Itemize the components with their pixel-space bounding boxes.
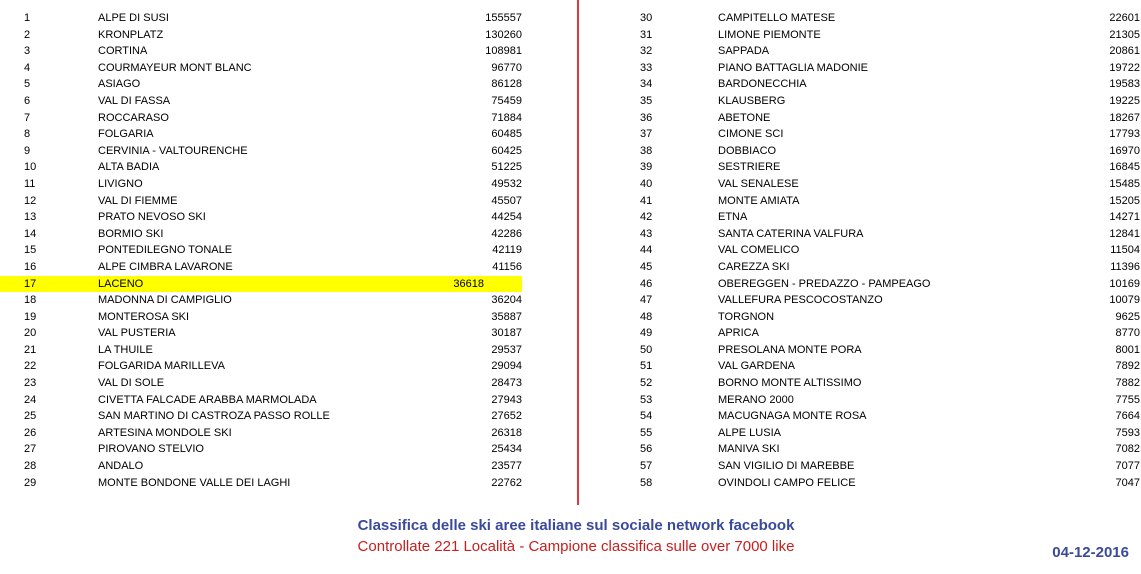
- resort-name-cell: CAMPITELLO MATESE: [718, 12, 836, 24]
- likes-cell: 11396: [1110, 260, 1140, 273]
- resort-name-cell: SAN MARTINO DI CASTROZA PASSO ROLLE: [98, 410, 330, 423]
- rank-cell: 46: [640, 277, 653, 290]
- ranking-row: [0, 458, 560, 475]
- resort-name-cell: MONTE BONDONE VALLE DEI LAGHI: [98, 476, 291, 489]
- resort-name-cell: DOBBIACO: [718, 144, 777, 157]
- rank-cell: 43: [640, 227, 653, 240]
- resort-name-cell: MONTE AMIATA: [718, 194, 800, 207]
- rank-cell: 41: [640, 194, 653, 207]
- resort-name-cell: ASIAGO: [98, 78, 141, 91]
- rank-cell: 32: [640, 45, 653, 58]
- likes-cell: 7082: [1115, 443, 1140, 456]
- rank-cell: 45: [640, 260, 653, 273]
- rank-cell: 49: [640, 327, 653, 340]
- resort-name-cell: SAPPADA: [718, 45, 770, 58]
- rank-cell: 48: [640, 310, 653, 323]
- resort-name-cell: OVINDOLI CAMPO FELICE: [718, 476, 856, 489]
- ranking-column-right: [620, 10, 1141, 491]
- rank-cell: 10: [24, 161, 37, 174]
- resort-name-cell: MADONNA DI CAMPIGLIO: [98, 294, 232, 307]
- ranking-row: [620, 441, 1141, 458]
- resort-name-cell: PRESOLANA MONTE PORA: [718, 343, 862, 356]
- rank-cell: 40: [640, 177, 653, 190]
- ranking-row: [0, 193, 560, 210]
- rank-cell: 33: [640, 61, 653, 74]
- likes-cell: 8001: [1115, 343, 1140, 356]
- likes-cell: 29537: [491, 343, 522, 356]
- likes-cell: 15205: [1109, 194, 1140, 207]
- rank-cell: 19: [24, 310, 37, 323]
- resort-name-cell: VAL GARDENA: [718, 360, 796, 373]
- likes-cell: 23577: [491, 460, 522, 473]
- ranking-row: [620, 93, 1141, 110]
- rank-cell: 21: [24, 343, 37, 356]
- resort-name-cell: ANDALO: [98, 460, 144, 473]
- likes-cell: 7593: [1115, 426, 1140, 439]
- column-divider: [577, 0, 579, 505]
- rank-cell: 54: [640, 410, 653, 423]
- rank-cell: 18: [24, 294, 37, 307]
- ranking-row: [620, 309, 1141, 326]
- likes-cell: 130260: [485, 28, 522, 41]
- likes-cell: 15485: [1109, 177, 1140, 190]
- likes-cell: 28473: [491, 377, 522, 390]
- resort-name-cell: BORMIO SKI: [98, 227, 164, 240]
- likes-cell: 17793: [1109, 128, 1140, 141]
- likes-cell: 10079: [1109, 294, 1140, 307]
- rank-cell: 38: [640, 144, 653, 157]
- ranking-row: [620, 126, 1141, 143]
- rank-cell: 8: [24, 128, 31, 141]
- likes-cell: 86128: [491, 78, 522, 91]
- resort-name-cell: FOLGARIDA MARILLEVA: [98, 360, 225, 373]
- resort-name-cell: MACUGNAGA MONTE ROSA: [718, 410, 867, 423]
- rank-cell: 31: [640, 28, 653, 41]
- ranking-row: [0, 226, 560, 243]
- rank-cell: 35: [640, 94, 653, 107]
- rank-cell: 7: [24, 111, 31, 124]
- resort-name-cell: COURMAYEUR MONT BLANC: [98, 61, 252, 74]
- ranking-row: [0, 441, 560, 458]
- rank-cell: 23: [24, 377, 37, 390]
- resort-name-cell: ABETONE: [718, 111, 771, 124]
- likes-cell: 22762: [491, 476, 522, 489]
- resort-name-cell: PIANO BATTAGLIA MADONIE: [718, 61, 868, 74]
- rank-cell: 4: [24, 61, 31, 74]
- resort-name-cell: MANIVA SKI: [718, 443, 780, 456]
- resort-name-cell: BORNO MONTE ALTISSIMO: [718, 377, 862, 390]
- likes-cell: 36204: [491, 294, 522, 307]
- likes-cell: 26318: [491, 426, 522, 439]
- rank-cell: 24: [24, 393, 37, 406]
- resort-name-cell: LIMONE PIEMONTE: [718, 28, 821, 41]
- ranking-row: [620, 292, 1141, 309]
- caption-subtitle: Controllate 221 Località - Campione classifica sulle over 7000 like: [357, 538, 795, 555]
- rank-cell: 50: [640, 343, 653, 356]
- resort-name-cell: LACENO: [98, 277, 144, 290]
- likes-cell: 19722: [1109, 61, 1140, 74]
- ranking-row: [0, 392, 560, 409]
- ranking-row: [0, 342, 560, 359]
- likes-cell: 29094: [491, 360, 522, 373]
- likes-cell: 49532: [491, 177, 522, 190]
- likes-cell: 20861: [1109, 45, 1140, 58]
- rank-cell: 17: [24, 277, 37, 290]
- resort-name-cell: LA THUILE: [98, 343, 153, 356]
- ranking-row: [620, 475, 1141, 492]
- resort-name-cell: CIVETTA FALCADE ARABBA MARMOLADA: [98, 393, 317, 406]
- ranking-row: [620, 43, 1141, 60]
- resort-name-cell: TORGNON: [718, 310, 775, 323]
- rank-cell: 53: [640, 393, 653, 406]
- likes-cell: 9625: [1115, 310, 1140, 323]
- likes-cell: 19225: [1109, 94, 1140, 107]
- ranking-row: [0, 209, 560, 226]
- ranking-row: [0, 27, 560, 44]
- resort-name-cell: KRONPLATZ: [98, 28, 164, 41]
- ranking-row: [620, 358, 1141, 375]
- likes-cell: 22601: [1109, 12, 1140, 24]
- resort-name-cell: ALTA BADIA: [98, 161, 160, 174]
- rank-cell: 14: [24, 227, 37, 240]
- rank-cell: 27: [24, 443, 37, 456]
- rank-cell: 2: [24, 28, 31, 41]
- rank-cell: 13: [24, 211, 37, 224]
- likes-cell: 7755: [1115, 393, 1140, 406]
- rank-cell: 25: [24, 410, 37, 423]
- likes-cell: 25434: [491, 443, 522, 456]
- likes-cell: 51225: [491, 161, 522, 174]
- ranking-row: [0, 43, 560, 60]
- resort-name-cell: PONTEDILEGNO TONALE: [98, 244, 233, 257]
- resort-name-cell: VAL DI FIEMME: [98, 194, 178, 207]
- ranking-row: [0, 325, 560, 342]
- likes-cell: 27943: [491, 393, 522, 406]
- resort-name-cell: MERANO 2000: [718, 393, 794, 406]
- likes-cell: 75459: [491, 94, 522, 107]
- ranking-row: [620, 276, 1141, 293]
- ranking-row: [620, 209, 1141, 226]
- likes-cell: 71884: [491, 111, 522, 124]
- ranking-row: [0, 110, 560, 127]
- likes-cell: 42286: [491, 227, 522, 240]
- ranking-row: [620, 425, 1141, 442]
- rank-cell: 5: [24, 78, 31, 91]
- rank-cell: 52: [640, 377, 653, 390]
- resort-name-cell: VAL DI SOLE: [98, 377, 165, 390]
- ranking-row: [620, 193, 1141, 210]
- likes-cell: 16970: [1109, 144, 1140, 157]
- resort-name-cell: LIVIGNO: [98, 177, 143, 190]
- rank-cell: 28: [24, 460, 37, 473]
- resort-name-cell: CERVINIA - VALTOURENCHE: [98, 144, 248, 157]
- resort-name-cell: CORTINA: [98, 45, 148, 58]
- resort-name-cell: SESTRIERE: [718, 161, 781, 174]
- rank-cell: 55: [640, 426, 653, 439]
- likes-cell: 41156: [492, 260, 522, 273]
- likes-cell: 19583: [1109, 78, 1140, 91]
- ranking-row: [0, 76, 560, 93]
- rank-cell: 12: [24, 194, 37, 207]
- resort-name-cell: FOLGARIA: [98, 128, 154, 141]
- likes-cell: 60425: [491, 144, 522, 157]
- likes-cell: 42119: [492, 244, 522, 257]
- rank-cell: 58: [640, 476, 653, 489]
- likes-cell: 96770: [491, 61, 522, 74]
- resort-name-cell: PRATO NEVOSO SKI: [98, 211, 206, 224]
- resort-name-cell: OBEREGGEN - PREDAZZO - PAMPEAGO: [718, 277, 931, 290]
- ranking-row: [620, 76, 1141, 93]
- rank-cell: 6: [24, 94, 31, 107]
- resort-name-cell: PIROVANO STELVIO: [98, 443, 204, 456]
- rank-cell: 39: [640, 161, 653, 174]
- ranking-row: [0, 10, 560, 27]
- likes-cell: 7892: [1115, 360, 1140, 373]
- ranking-row: [620, 10, 1141, 27]
- likes-cell: 36618: [453, 277, 484, 290]
- caption-title: Classifica delle ski aree italiane sul sociale network facebook: [357, 517, 795, 534]
- resort-name-cell: APRICA: [718, 327, 759, 340]
- resort-name-cell: ROCCARASO: [98, 111, 169, 124]
- ranking-row: [0, 425, 560, 442]
- rank-cell: 22: [24, 360, 37, 373]
- rank-cell: 56: [640, 443, 653, 456]
- ranking-row: [0, 309, 560, 326]
- likes-cell: 155557: [485, 12, 522, 24]
- likes-cell: 7664: [1115, 410, 1140, 423]
- likes-cell: 45507: [491, 194, 522, 207]
- ranking-row: [0, 242, 560, 259]
- ranking-row: [620, 458, 1141, 475]
- ranking-row: [620, 159, 1141, 176]
- ranking-row: [0, 475, 560, 492]
- ranking-row: [620, 392, 1141, 409]
- likes-cell: 16845: [1109, 161, 1140, 174]
- ranking-row: [620, 342, 1141, 359]
- likes-cell: 108981: [485, 45, 522, 58]
- ranking-column-left: [0, 10, 560, 491]
- rank-cell: 16: [24, 260, 37, 273]
- resort-name-cell: ALPE CIMBRA LAVARONE: [98, 260, 233, 273]
- ranking-row: [0, 259, 560, 276]
- resort-name-cell: KLAUSBERG: [718, 94, 786, 107]
- rank-cell: 29: [24, 476, 37, 489]
- rank-cell: 34: [640, 78, 653, 91]
- resort-name-cell: SAN VIGILIO DI MAREBBE: [718, 460, 855, 473]
- rank-cell: 15: [24, 244, 37, 257]
- rank-cell: 36: [640, 111, 653, 124]
- ranking-row: [0, 143, 560, 160]
- rank-cell: 37: [640, 128, 653, 141]
- likes-cell: 7882: [1115, 377, 1140, 390]
- ranking-row: [0, 93, 560, 110]
- likes-cell: 35887: [491, 310, 522, 323]
- rank-cell: 9: [24, 144, 31, 157]
- ranking-row: [0, 60, 560, 77]
- rank-cell: 47: [640, 294, 653, 307]
- rank-cell: 11: [24, 177, 36, 190]
- ranking-row: [620, 143, 1141, 160]
- likes-cell: 44254: [491, 211, 522, 224]
- likes-cell: 21305: [1109, 28, 1140, 41]
- resort-name-cell: ALPE LUSIA: [718, 426, 781, 439]
- likes-cell: 12841: [1109, 227, 1140, 240]
- resort-name-cell: MONTEROSA SKI: [98, 310, 190, 323]
- ranking-row: [620, 110, 1141, 127]
- ranking-row: [620, 27, 1141, 44]
- ranking-row: [620, 226, 1141, 243]
- likes-cell: 30187: [491, 327, 522, 340]
- rank-cell: 1: [24, 12, 31, 24]
- ranking-row-highlighted: [0, 276, 522, 293]
- likes-cell: 7077: [1115, 460, 1140, 473]
- resort-name-cell: CAREZZA SKI: [718, 260, 790, 273]
- resort-name-cell: CIMONE SCI: [718, 128, 784, 141]
- resort-name-cell: VAL PUSTERIA: [98, 327, 176, 340]
- caption-date: 04-12-2016: [1052, 544, 1129, 561]
- resort-name-cell: VAL SENALESE: [718, 177, 799, 190]
- ranking-row: [0, 375, 560, 392]
- likes-cell: 8770: [1115, 327, 1140, 340]
- likes-cell: 27652: [491, 410, 522, 423]
- likes-cell: 10169: [1109, 277, 1140, 290]
- resort-name-cell: VAL COMELICO: [718, 244, 800, 257]
- ranking-row: [620, 325, 1141, 342]
- ranking-row: [0, 159, 560, 176]
- ranking-row: [0, 408, 560, 425]
- ranking-row: [620, 375, 1141, 392]
- rank-cell: 51: [640, 360, 653, 373]
- ranking-row: [620, 60, 1141, 77]
- ranking-row: [620, 259, 1141, 276]
- rank-cell: 3: [24, 45, 31, 58]
- rank-cell: 44: [640, 244, 653, 257]
- resort-name-cell: BARDONECCHIA: [718, 78, 807, 91]
- rank-cell: 42: [640, 211, 653, 224]
- resort-name-cell: SANTA CATERINA VALFURA: [718, 227, 864, 240]
- resort-name-cell: ETNA: [718, 211, 748, 224]
- ranking-row: [0, 176, 560, 193]
- likes-cell: 11504: [1110, 244, 1140, 257]
- rank-cell: 20: [24, 327, 37, 340]
- ranking-row: [0, 126, 560, 143]
- ranking-row: [620, 176, 1141, 193]
- resort-name-cell: VALLEFURA PESCOCOSTANZO: [718, 294, 883, 307]
- rank-cell: 30: [640, 12, 653, 24]
- likes-cell: 18267: [1109, 111, 1140, 124]
- likes-cell: 60485: [491, 128, 522, 141]
- ranking-row: [620, 408, 1141, 425]
- rank-cell: 26: [24, 426, 37, 439]
- ranking-row: [620, 242, 1141, 259]
- resort-name-cell: VAL DI FASSA: [98, 94, 171, 107]
- ranking-row: [0, 292, 560, 309]
- ranking-row: [0, 358, 560, 375]
- likes-cell: 7047: [1115, 476, 1140, 489]
- rank-cell: 57: [640, 460, 653, 473]
- resort-name-cell: ALPE DI SUSI: [98, 12, 169, 24]
- likes-cell: 14271: [1109, 211, 1140, 224]
- resort-name-cell: ARTESINA MONDOLE SKI: [98, 426, 232, 439]
